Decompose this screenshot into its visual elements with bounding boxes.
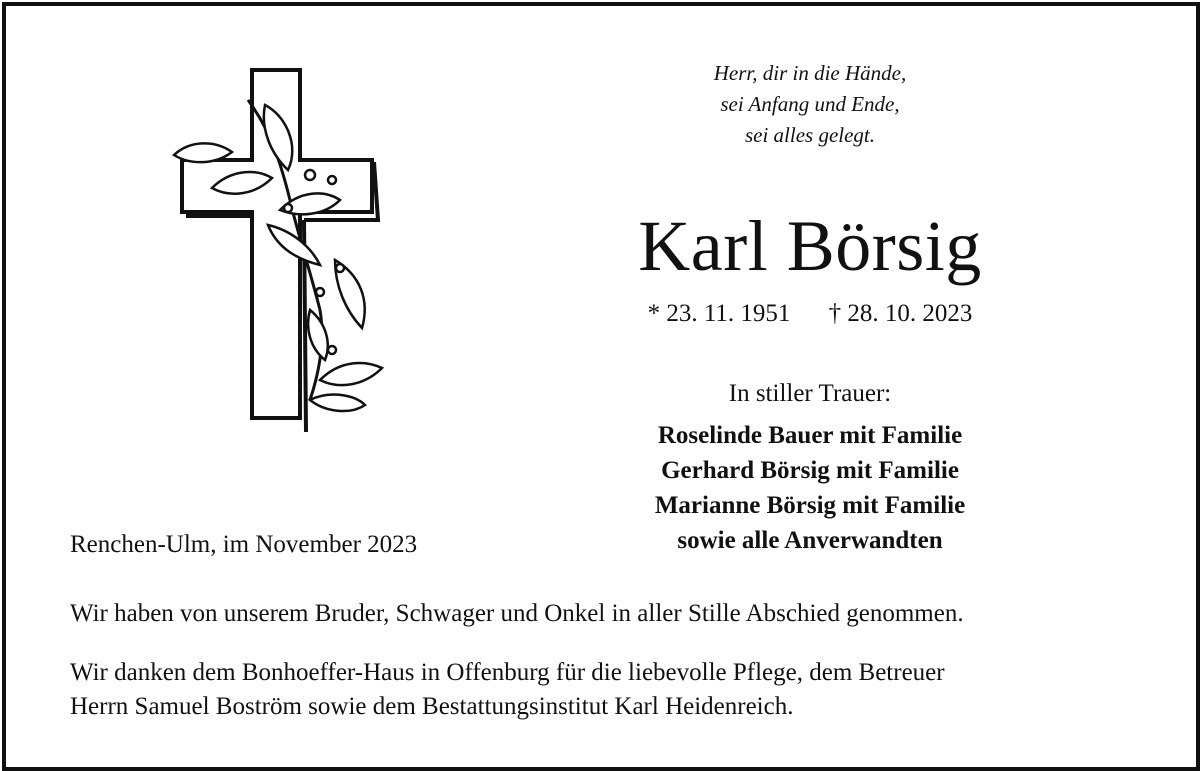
mourner-item: Gerhard Börsig mit Familie	[661, 457, 959, 484]
death-date: † 28. 10. 2023	[828, 300, 973, 327]
motto-verse	[610, 58, 1010, 151]
mourner-item: Roselinde Bauer mit Familie	[657, 422, 963, 449]
motto-line: Herr, dir in die Hände,	[713, 61, 907, 85]
motto-line: sei alles gelegt.	[744, 123, 876, 147]
deceased-name: Karl Börsig	[638, 206, 982, 286]
life-dates	[610, 300, 1010, 328]
mourner-item: sowie alle Anverwandten	[677, 527, 943, 554]
thanks-line: Herrn Samuel Boström sowie dem Bestattungsinstitut Karl Heidenreich.	[70, 693, 794, 720]
cross-with-olive-branch-icon	[160, 60, 400, 440]
birth-date: * 23. 11. 1951	[647, 300, 791, 327]
mourners-list	[560, 418, 1060, 558]
mourning-label: In stiller Trauer:	[728, 380, 892, 407]
mourner-item: Marianne Börsig mit Familie	[654, 492, 966, 519]
farewell-statement: Wir haben von unserem Bruder, Schwager und Onkel in aller Stille Abschied genommen.	[70, 600, 964, 627]
place-and-date: Renchen-Ulm, im November 2023	[70, 531, 418, 558]
thanks-line: Wir danken dem Bonhoeffer-Haus in Offenburg für die liebevolle Pflege, dem Betreuer	[70, 659, 945, 686]
thanks-statement	[70, 656, 1150, 724]
motto-line: sei Anfang und Ende,	[720, 92, 900, 116]
